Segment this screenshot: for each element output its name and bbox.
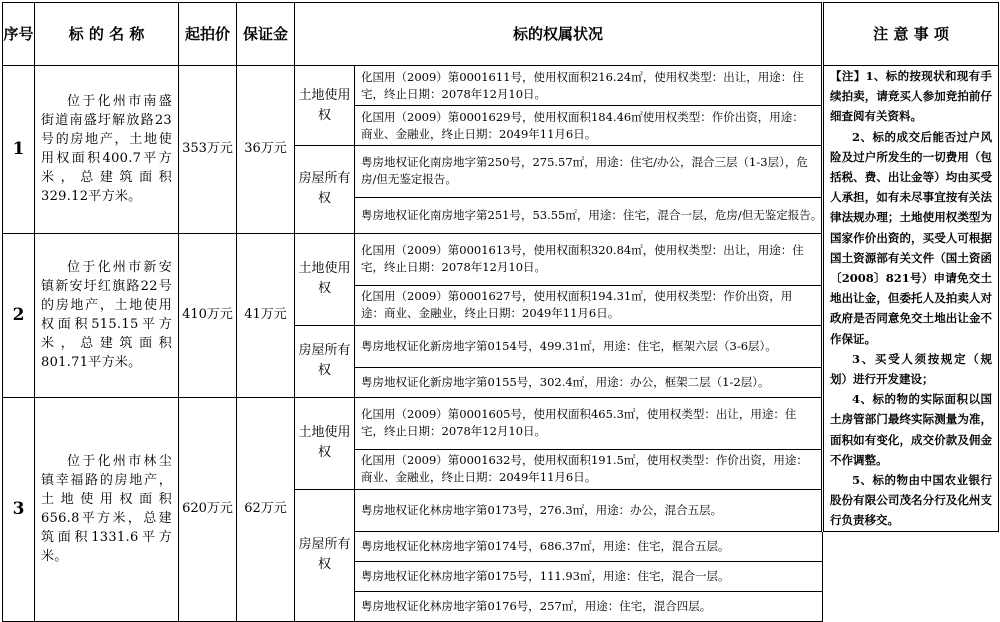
start-price: 620万元 [179, 397, 237, 621]
header-start-price: 起拍价 [179, 3, 237, 66]
lot-description-text: 位于化州市新安镇新安圩红旗路22号的房地产，土地使用权面积515.15平方米，总建筑面积801.71平方米。 [41, 260, 172, 371]
house-right-entry: 粤房地权证化南房地字第250号，275.57㎡，用途：住宅/办公，混合三层（1-3层），危房/但无鉴定报告。 [355, 146, 823, 198]
land-right-label: 土地使用权 [295, 233, 355, 325]
lot-description [35, 397, 179, 621]
land-right-entry: 化国用（2009）第0001629号，使用权面积184.46㎡使用权类型：作价出资，用途：商业、金融业，终止日期：2049年11月6日。 [355, 106, 823, 146]
house-right-label: 房屋所有权 [295, 325, 355, 397]
header-row [3, 3, 999, 66]
land-right-label: 土地使用权 [295, 397, 355, 489]
lot-number: 3 [3, 397, 35, 621]
start-price: 353万元 [179, 66, 237, 234]
auction-table [2, 2, 999, 622]
header-name: 标 的 名 称 [35, 3, 179, 66]
note-item: 4、标的物的实际面积以国土房管部门最终实际测量为准，面积如有变化，成交价款及佣金不作调整。 [830, 392, 993, 467]
note-item: 【注】1、标的按现状和现有手续拍卖，请竞买人参加竞拍前仔细查阅有关资料。 [830, 69, 993, 124]
land-right-entry: 化国用（2009）第0001605号，使用权面积465.3㎡，使用权类型：出让，用途：住宅，终止日期：2078年12月10日。 [355, 397, 823, 449]
land-right-entry: 化国用（2009）第0001632号，使用权面积191.5㎡，使用权类型：作价出资，用途：商业、金融业，终止日期：2049年11月6日。 [355, 449, 823, 489]
note-item: 3、买受人须按规定（规划）进行开发建设； [830, 351, 993, 387]
house-right-entry: 粤房地权证化林房地字第0173号，276.3㎡，用途：办公，混合五层。 [355, 489, 823, 531]
house-right-entry: 粤房地权证化新房地字第0155号，302.4㎡，用途：办公，框架二层（1-2层）。 [355, 367, 823, 397]
lot-description-text: 位于化州市林尘镇幸福路的房地产，土地使用权面积656.8平方米，总建筑面积1331.6平方米。 [41, 454, 172, 565]
house-right-label: 房屋所有权 [295, 489, 355, 621]
lot-description [35, 66, 179, 234]
house-right-entry: 粤房地权证化南房地字第251号，53.55㎡，用途：住宅，混合一层，危房/但无鉴定报告。 [355, 197, 823, 233]
house-right-entry: 粤房地权证化林房地字第0174号，686.37㎡，用途：住宅，混合五层。 [355, 531, 823, 561]
header-no: 序号 [3, 3, 35, 66]
house-right-label: 房屋所有权 [295, 146, 355, 234]
land-right-entry: 化国用（2009）第0001611号，使用权面积216.24㎡，使用权类型：出让，用途：住宅，终止日期：2078年12月10日。 [355, 66, 823, 106]
lot-description-text: 位于化州市南盛街道南盛圩解放路23号的房地产，土地使用权面积400.7平方米，总建筑面积329.12平方米。 [41, 94, 172, 205]
land-right-entry: 化国用（2009）第0001627号，使用权面积194.31㎡，使用权类型：作价出资，用途：商业、金融业，终止日期：2049年11月6日。 [355, 285, 823, 325]
house-right-entry: 粤房地权证化新房地字第0154号，499.31㎡，用途：住宅，框架六层（3-6层）。 [355, 325, 823, 367]
notes-cell [823, 66, 999, 532]
lot-number: 2 [3, 233, 35, 397]
header-deposit: 保证金 [237, 3, 295, 66]
header-notes: 注 意 事 项 [823, 3, 999, 66]
note-item: 5、标的物由中国农业银行股份有限公司茂名分行及化州支行负责移交。 [830, 473, 993, 528]
land-right-entry: 化国用（2009）第0001613号，使用权面积320.84㎡，使用权类型：出让，用途：住宅，终止日期：2078年12月10日。 [355, 233, 823, 285]
deposit: 36万元 [237, 66, 295, 234]
note-item: 2、标的成交后能否过户风险及过户所发生的一切费用（包括税、费、出让金等）均由买受人承担，如有未尽事宜按有关法律法规办理；土地使用权类型为国家作价出资的，买受人可根据国土资源部有关文件（国土资函〔2008〕821号）申请免交土地出让金，但委托人及拍卖人对政府是否同意免交土地出让金不作保证。 [830, 129, 993, 346]
deposit: 41万元 [237, 233, 295, 397]
house-right-entry: 粤房地权证化林房地字第0175号，111.93㎡，用途：住宅，混合一层。 [355, 561, 823, 591]
start-price: 410万元 [179, 233, 237, 397]
house-right-entry: 粤房地权证化林房地字第0176号，257㎡，用途：住宅，混合四层。 [355, 591, 823, 621]
header-rights: 标的权属状况 [295, 3, 823, 66]
deposit: 62万元 [237, 397, 295, 621]
table-row [3, 66, 999, 106]
land-right-label: 土地使用权 [295, 66, 355, 146]
lot-description [35, 233, 179, 397]
lot-number: 1 [3, 66, 35, 234]
